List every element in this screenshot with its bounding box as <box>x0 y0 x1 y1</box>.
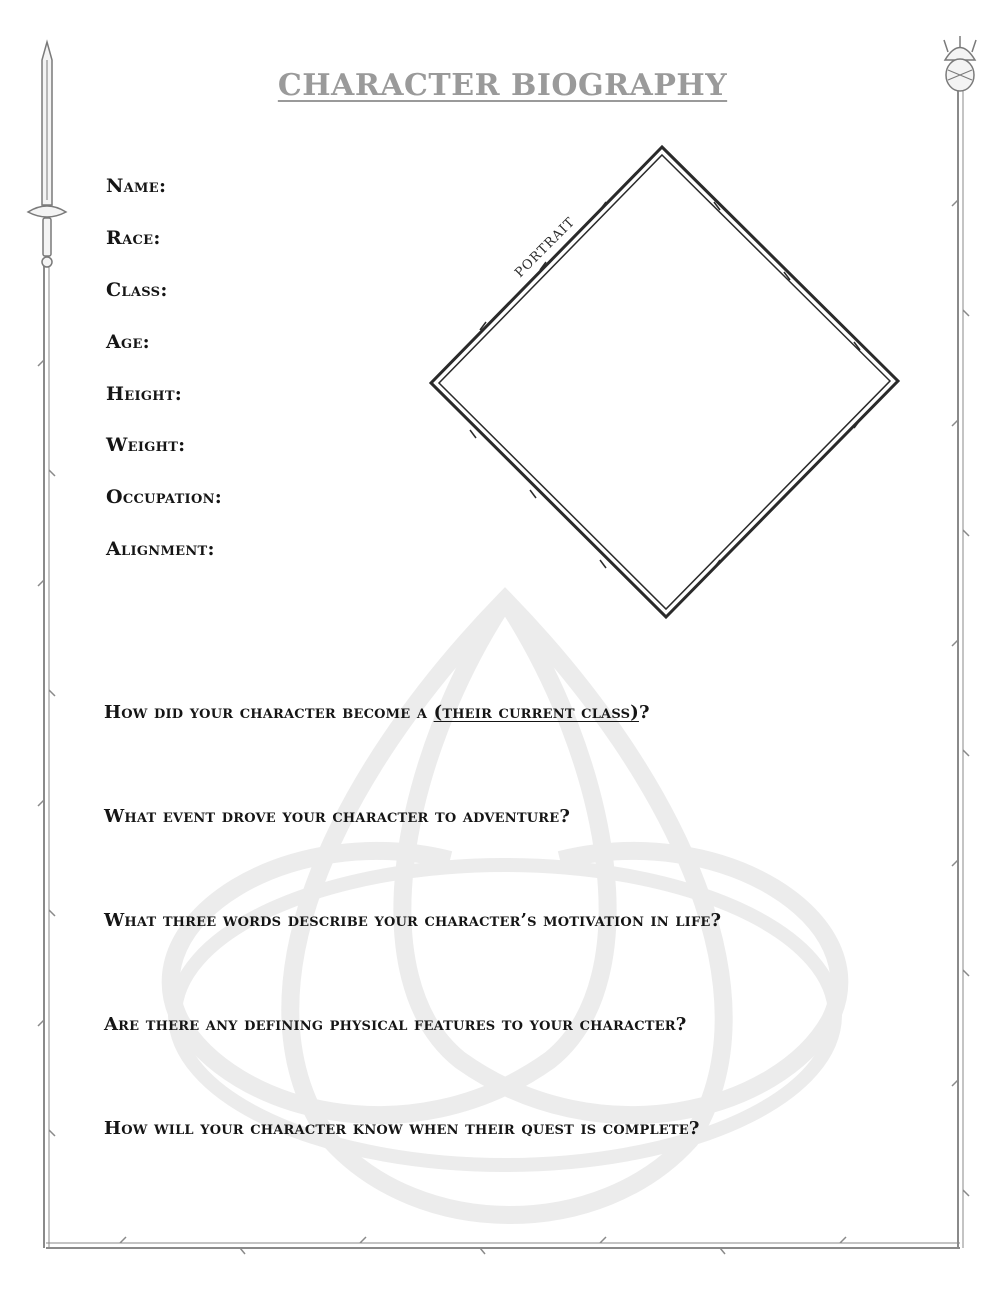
question-adventure-event: What event drove your character to adventure? <box>104 806 571 827</box>
field-race: Race: <box>106 227 161 249</box>
border-bottom <box>46 1237 960 1254</box>
question-class-origin-prefix: How did your character become a <box>104 702 434 723</box>
question-class-origin-placeholder: (their current class) <box>433 702 639 723</box>
border-left <box>38 260 55 1248</box>
field-class: Class: <box>106 279 168 301</box>
question-class-origin <box>104 702 650 723</box>
question-class-origin-suffix: ? <box>638 702 650 723</box>
page-title: CHARACTER BIOGRAPHY <box>277 68 728 103</box>
field-occupation: Occupation: <box>106 486 223 508</box>
field-weight: Weight: <box>106 434 186 456</box>
portrait-label: PORTRAIT <box>512 214 579 281</box>
question-motivation: What three words describe your character’s motivation in life? <box>104 910 722 931</box>
question-physical-features: Are there any defining physical features to your character? <box>104 1014 687 1035</box>
question-quest-complete: How will your character know when their quest is complete? <box>104 1118 700 1139</box>
border-right <box>952 90 969 1248</box>
field-alignment: Alignment: <box>106 538 215 560</box>
field-age: Age: <box>106 331 150 353</box>
field-height: Height: <box>106 383 183 405</box>
field-name: Name: <box>106 175 167 197</box>
portrait-frame <box>431 147 898 617</box>
